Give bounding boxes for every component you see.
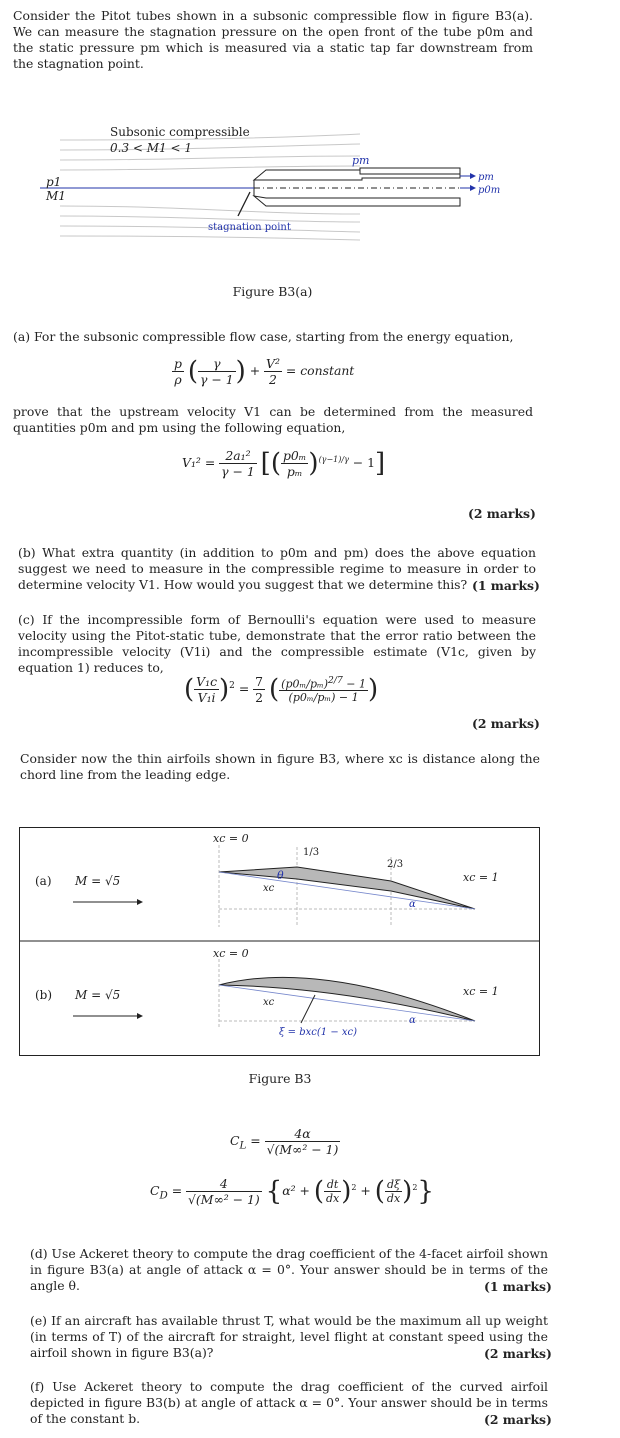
panel-a-mach: M = √5 bbox=[75, 874, 121, 888]
lift-coefficient-equation: $C_L$ = $\frac{4\alpha}{\text{√(M∞² − 1)}}$ bbox=[230, 1126, 339, 1157]
airfoil-figure bbox=[19, 827, 540, 1056]
panel-b-xc1: xc = 1 bbox=[463, 985, 499, 998]
panel-b-mach: M = √5 bbox=[75, 988, 121, 1002]
fig-a-pm-right: pm bbox=[478, 172, 494, 183]
part-e-marks: (2 marks) bbox=[484, 1346, 552, 1361]
part-a-marks: (2 marks) bbox=[468, 506, 536, 521]
fig-a-title1: Subsonic compressible bbox=[110, 125, 250, 139]
panel-a-alpha: α bbox=[409, 899, 416, 910]
intro-paragraph: Consider the Pitot tubes shown in a subsonic compressible flow in figure B3(a). We can measure the stagnation pressure on the open front of the tube p0m and the static pressure pm which is measured via a static tap far downstream from the stagnation point. bbox=[13, 8, 533, 71]
panel-a-theta: θ bbox=[277, 869, 284, 882]
panel-a-xc1: xc = 1 bbox=[463, 871, 499, 884]
panel-b-label: (b) bbox=[35, 988, 53, 1002]
pitot-tube-figure bbox=[40, 118, 510, 248]
energy-eq-constant: = constant bbox=[285, 363, 355, 378]
airfoil-intro: Consider now the thin airfoils shown in figure B3, where xc is distance along the chord line from the leading edge. bbox=[20, 751, 540, 782]
fig-a-p0m-right: p0m bbox=[478, 185, 501, 196]
part-a-text: prove that the upstream velocity V1 can be determined from the measured quantities p0m and pm using the following equation, bbox=[13, 404, 533, 435]
panel-b-xc: xc bbox=[263, 997, 275, 1008]
part-d-text: (d) Use Ackeret theory to compute the drag coefficient of the 4-facet airfoil shown in figure B3(a) at angle of attack α = 0°. Your answer should be in terms of the angle θ. bbox=[30, 1246, 548, 1293]
fig-a-title2: 0.3 < M1 < 1 bbox=[110, 141, 193, 155]
fig-a-m1: M1 bbox=[46, 189, 66, 203]
panel-a-xc: xc bbox=[263, 883, 275, 894]
panel-b-xc0: xc = 0 bbox=[213, 947, 249, 960]
part-b-text: (b) What extra quantity (in addition to p0m and pm) does the above equation suggest we need to measure in the compressible regime to measure in order to determine velocity V1. How would you suggest that we determine this? bbox=[18, 545, 536, 592]
panel-b-xi: ξ = bxc(1 − xc) bbox=[279, 1027, 358, 1038]
figure-b3-caption: Figure B3 bbox=[248, 1071, 312, 1086]
panel-b-alpha: α bbox=[409, 1015, 416, 1026]
part-e-text: (e) If an aircraft has available thrust T, what would be the maximum all up weight (in terms of T) of the aircraft for straight, level flight at constant speed using the airfoil shown in figure B3(a)? bbox=[30, 1313, 548, 1360]
stagnation-pointer bbox=[238, 192, 250, 216]
panel-a-two-thirds: 2/3 bbox=[387, 859, 404, 870]
fig-a-pm-top: pm bbox=[352, 154, 370, 167]
part-c-text: (c) If the incompressible form of Bernoulli's equation were used to measure velocity using the Pitot-static tube, demonstrate that the error ratio between the incompressible velocity (V1i) and the compressible estimate (V1c, given by equation 1) reduces to, bbox=[18, 612, 536, 675]
part-f-marks: (2 marks) bbox=[484, 1412, 552, 1427]
error-ratio-equation: ( $\frac{\text{V₁c}}{\text{V₁i}}$ )$^2$ = $\frac{7}{2}$ ( $\frac{(p0_m/p_m)^{2/7} - 1}{\text{(p0ₘ/pₘ) − 1}}$ ) bbox=[184, 674, 379, 705]
panel-a-one-third: 1/3 bbox=[303, 847, 320, 858]
velocity-equation: V₁² = $\frac{\text{2a₁²}}{\gamma - 1}$ [( $\frac{\text{p0ₘ}}{\text{pₘ}}$ )$^{(\gamma-1)/\gamma}$ − 1] bbox=[182, 448, 386, 479]
panel-a-label: (a) bbox=[35, 874, 52, 888]
part-d-marks: (1 marks) bbox=[484, 1279, 552, 1294]
part-c-marks: (2 marks) bbox=[472, 716, 540, 731]
figure-b3a-caption: Figure B3(a) bbox=[232, 284, 313, 299]
part-a-intro: (a) For the subsonic compressible flow case, starting from the energy equation, bbox=[13, 329, 514, 344]
part-f-text: (f) Use Ackeret theory to compute the drag coefficient of the curved airfoil depicted in figure B3(b) at angle of attack α = 0°. Your answer should be in terms of the constant b. bbox=[30, 1379, 548, 1426]
energy-equation: $\frac{p}{\rho}$ ( $\frac{\gamma}{\gamma - 1}$ ) + $\frac{\text{V²}}{2}$ = constant bbox=[174, 356, 355, 387]
part-b-marks: (1 marks) bbox=[472, 578, 540, 593]
fig-a-stagnation: stagnation point bbox=[208, 222, 291, 233]
drag-coefficient-equation: $C_D$ = $\frac{4}{\text{√(M∞² − 1)}}$ {α² + ( $\frac{dt}{dx}$ )$^2$ + ( $\frac{d\xi}{dx}$ )$^2$} bbox=[150, 1176, 434, 1207]
panel-a-xc0: xc = 0 bbox=[213, 832, 249, 845]
fig-a-p1: p1 bbox=[46, 175, 62, 189]
